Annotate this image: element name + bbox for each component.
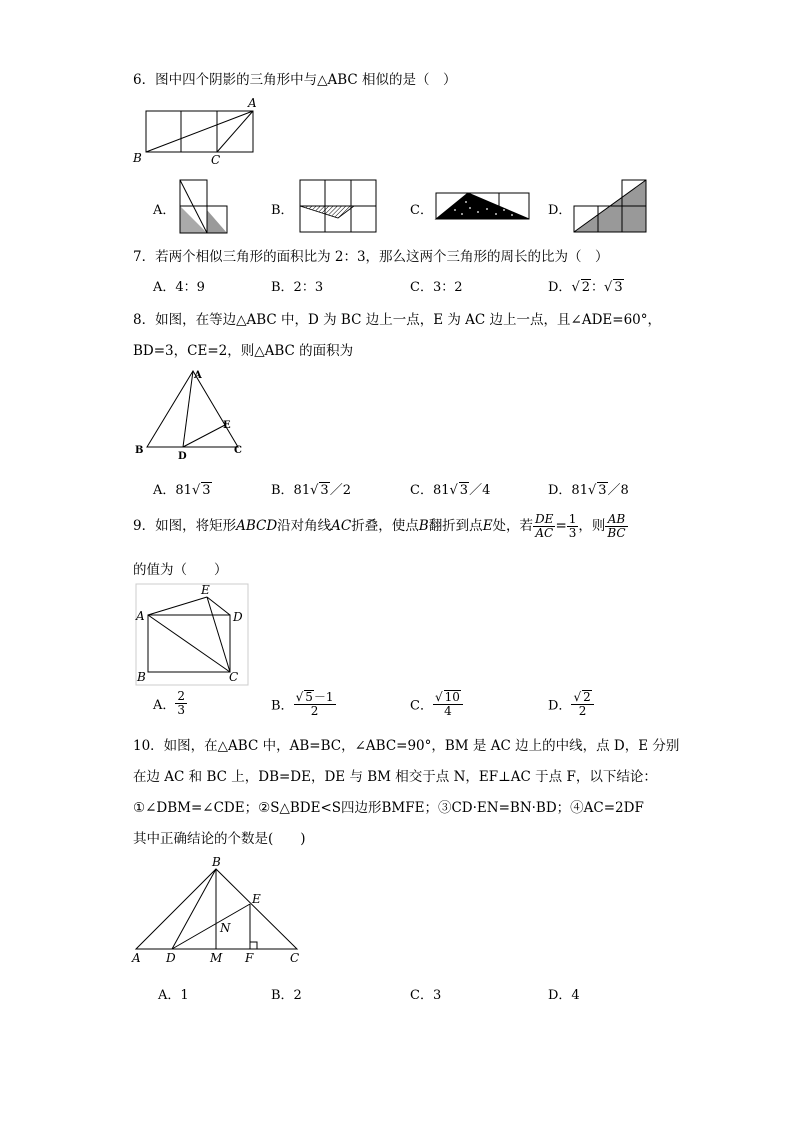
q9-label-D: D (233, 610, 243, 624)
q6-label-C: C (211, 153, 221, 167)
q6-option-d-label[interactable]: D． (548, 203, 572, 218)
q8-option-d[interactable]: D．81√ 3／8 (548, 483, 629, 498)
q7-option-a[interactable]: A．4：9 (153, 280, 205, 295)
q6-label-B: B (133, 151, 142, 165)
q10-option-c[interactable]: C．3 (410, 988, 442, 1003)
q9-stem-line1: 9．如图，将矩形ABCD沿对角线AC折叠，使点B翻折到点E处，若 $\frac{DE}{AC}$ = $\frac{1}{3}$ ，则 $\frac{AB}{BC}$ (133, 512, 626, 540)
q10-stem-line2: 在边 AC 和 BC 上，DB=DE，DE 与 BM 相交于点 N，EF⊥AC 于点 F，以下结论： (133, 769, 657, 785)
q9-fraction-one-third: $\frac{1}{3}$ (568, 512, 577, 540)
q9-label-C: C (229, 670, 239, 684)
q7-stem: 7．若两个相似三角形的面积比为 2：3，那么这两个三角形的周长的比为（ ） (133, 249, 609, 265)
q10-label-F: F (245, 951, 254, 965)
q9-fraction-ab-bc: $\frac{AB}{BC}$ (607, 512, 626, 540)
q10-label-E: E (252, 892, 261, 906)
q9-option-a[interactable]: A． $\frac{2}{3}$ (153, 689, 186, 717)
q10-stem-line3: ①∠DBM=∠CDE；②S△BDE<S四边形BMFE；③CD·EN=BN·BD；④AC=2DF (133, 800, 644, 816)
q9-label-A: A (136, 609, 145, 623)
q10-label-D: D (166, 951, 176, 965)
q6-option-a-label[interactable]: A． (153, 203, 176, 218)
q8-label-D: D (178, 451, 187, 462)
q6-stem: 6．图中四个阴影的三角形中与△ABC 相似的是（ ） (133, 72, 457, 88)
q10-stem-line4: 其中正确结论的个数是( ) (133, 831, 306, 847)
q8-option-c[interactable]: C．81√ 3／4 (410, 483, 491, 498)
q10-label-A: A (132, 951, 141, 965)
q6-option-b-label[interactable]: B． (271, 203, 294, 218)
q9-option-b[interactable]: B． $\frac{√ 5-1}{2}$ (271, 690, 334, 718)
q10-label-N: N (220, 921, 231, 935)
q8-label-C: C (234, 445, 242, 456)
q10-option-b[interactable]: B．2 (271, 988, 302, 1003)
q10-label-M: M (210, 951, 223, 965)
q9-stem-line2: 的值为（ ） (133, 562, 228, 578)
q7-option-c[interactable]: C．3：2 (410, 280, 463, 295)
q9-label-B: B (137, 670, 146, 684)
q9-fraction-de-ac: $\frac{DE}{AC}$ (535, 512, 554, 540)
q10-label-B: B (212, 855, 221, 869)
q10-option-d[interactable]: D．4 (548, 988, 580, 1003)
q8-label-B: B (135, 445, 144, 456)
q8-option-a[interactable]: A．81√ 3 (153, 483, 211, 498)
q10-option-a[interactable]: A．1 (158, 988, 189, 1003)
q6-label-A: A (248, 96, 257, 110)
q9-option-c[interactable]: C． $\frac{√ 10}{4}$ (410, 690, 463, 718)
q9-label-E: E (201, 583, 210, 597)
q7-option-b[interactable]: B．2：3 (271, 280, 324, 295)
q7-option-d[interactable]: D．√ 2：√ 3 (548, 280, 623, 295)
q10-label-C: C (290, 951, 300, 965)
q8-label-A: A (194, 370, 202, 381)
q10-stem-line1: 10．如图，在△ABC 中，AB=BC，∠ABC=90°，BM 是 AC 边上的中线，点 D，E 分别 (133, 738, 680, 754)
q8-stem-line2: BD=3，CE=2，则△ABC 的面积为 (133, 343, 354, 359)
q8-option-b[interactable]: B．81√ 3／2 (271, 483, 351, 498)
q9-option-d[interactable]: D． $\frac{√ 2}{2}$ (548, 690, 594, 718)
q8-label-E: E (223, 420, 231, 431)
q8-stem-line1: 8．如图，在等边△ABC 中，D 为 BC 边上一点，E 为 AC 边上一点，且∠ADE=60°， (133, 312, 661, 328)
q6-option-c-label[interactable]: C． (410, 203, 433, 218)
